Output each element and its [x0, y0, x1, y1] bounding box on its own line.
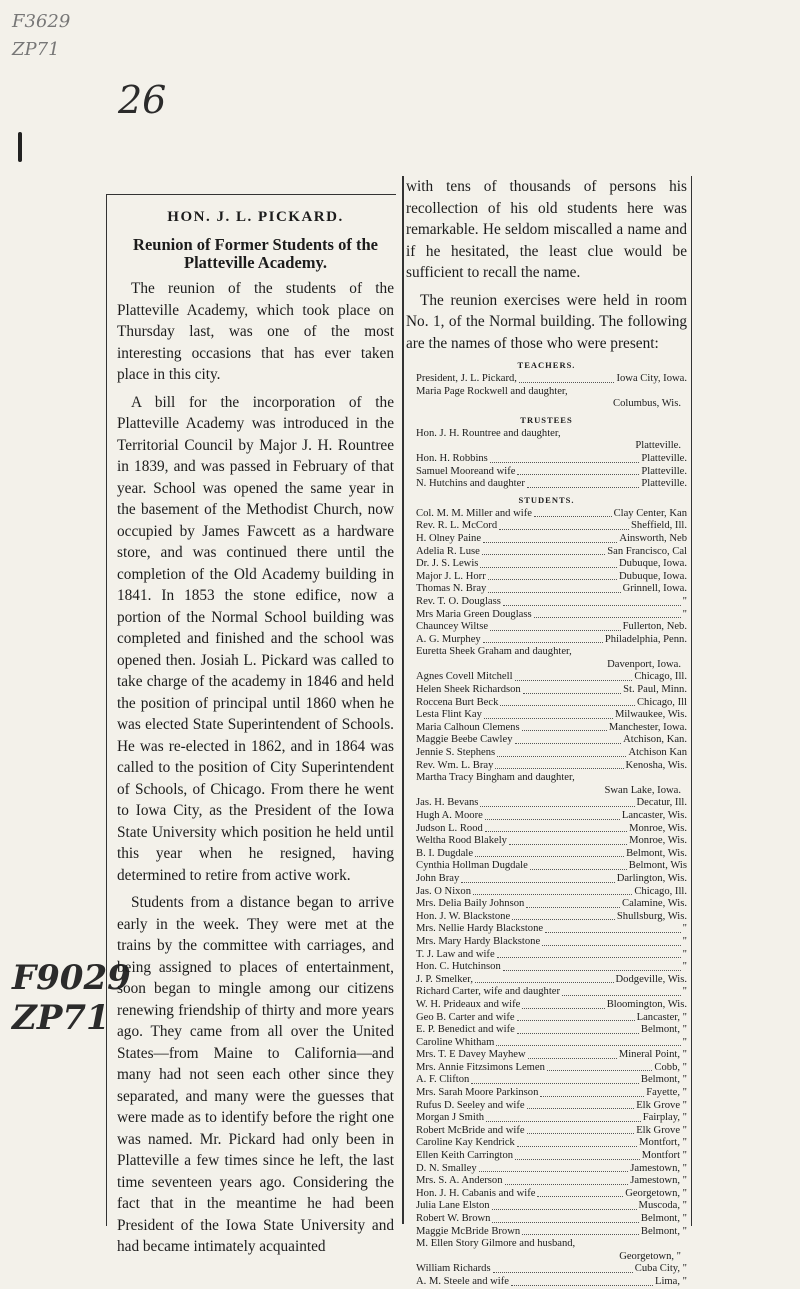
catalog-label-line-2: ZP71 — [12, 998, 110, 1038]
student-entry-place: Bloomington, Wis. — [606, 998, 687, 1010]
dot-leader — [519, 373, 615, 383]
student-entry-name: Helen Sheek Richardson — [416, 684, 521, 696]
student-entry-name: M. Ellen Story Gilmore and husband, — [416, 1238, 576, 1250]
dot-leader — [537, 1188, 623, 1198]
student-entry — [406, 1112, 687, 1125]
student-entry — [406, 1137, 687, 1150]
student-entry-place: Belmont, " — [640, 1225, 687, 1237]
student-entry-name: Lesta Flint Kay — [416, 709, 482, 721]
student-entry-name: Maggie McBride Brown — [416, 1225, 521, 1237]
student-entry-place: Muscoda, " — [638, 1200, 687, 1212]
student-entry-place: Milwaukee, Wis. — [614, 709, 687, 721]
student-entry-name: W. H. Prideaux and wife — [416, 998, 521, 1010]
student-entry-place: Monroe, Wis. — [629, 835, 687, 847]
dot-leader — [522, 722, 607, 732]
student-entry-name: Mrs. Annie Fitzsimons Lemen — [416, 1061, 545, 1073]
student-entry-place: Swan Lake, Iowa. — [604, 784, 681, 796]
student-entry-name: Mrs. T. E Davey Mayhew — [416, 1049, 526, 1061]
headline: HON. J. L. PICKARD. — [167, 209, 344, 225]
student-entry — [406, 671, 687, 684]
student-entry-name: Mrs. Delia Baily Johnson — [416, 898, 525, 910]
student-entry — [406, 1175, 687, 1188]
student-entry-name: Hugh A. Moore — [416, 810, 483, 821]
students-list — [406, 508, 687, 1289]
student-entry — [406, 1213, 687, 1226]
dot-leader — [545, 923, 681, 933]
student-entry-place: Dubuque, Iowa. — [619, 570, 687, 582]
trustee-entry-name: Samuel Mooreand wife — [416, 465, 516, 477]
trustee-entry — [406, 453, 687, 466]
dot-leader — [496, 1037, 680, 1047]
dot-leader — [528, 1049, 617, 1059]
subhead — [117, 236, 394, 272]
student-entry-place: Decatur, Ill. — [636, 797, 687, 809]
student-entry-name: William Richards — [416, 1263, 491, 1275]
dot-leader — [461, 873, 614, 883]
student-entry — [406, 734, 687, 747]
student-entry-place: Belmont, " — [640, 1213, 687, 1224]
student-entry-name: B. I. Dugdale — [416, 847, 474, 859]
teacher-entry — [406, 373, 687, 386]
student-entry — [406, 961, 687, 974]
student-entry — [406, 986, 687, 999]
student-entry — [406, 558, 687, 571]
student-entry — [406, 835, 687, 848]
student-entry-name: T. J. Law and wife — [416, 948, 495, 960]
trustee-entry — [406, 428, 687, 453]
dot-leader — [484, 709, 613, 719]
dot-leader — [485, 810, 620, 820]
student-entry — [406, 949, 687, 962]
dot-leader — [515, 671, 633, 681]
paragraph-exercises: The reunion exercises were held in room No. 1, of the Normal building. The following are the names of those who were present: — [406, 291, 687, 352]
student-entry-place: Dubuque, Iowa. — [619, 558, 687, 570]
student-entry-place: " — [682, 948, 687, 960]
student-entry-place: Jamestown, " — [630, 1162, 687, 1174]
student-entry-name: Weltha Rood Blakely — [416, 835, 507, 847]
student-entry-place: Philadelphia, Penn. — [604, 633, 687, 645]
trustee-entry-name: Hon. J. H. Rountree and daughter, — [416, 427, 561, 439]
student-entry-name: Rev. Wm. L. Bray — [416, 759, 494, 771]
dot-leader — [488, 571, 617, 581]
dot-leader — [471, 1074, 639, 1084]
student-entry-name: Morgan J Smith — [416, 1112, 485, 1124]
teachers-list — [406, 373, 687, 411]
student-entry-place: Montfort, " — [639, 1137, 687, 1149]
trustee-entry-place: Platteville. — [635, 440, 681, 452]
student-entry-name: Mrs. Sarah Moore Parkinson — [416, 1087, 539, 1099]
student-entry-name: Dr. J. S. Lewis — [416, 558, 479, 570]
dot-leader — [482, 546, 605, 556]
dot-leader — [497, 747, 626, 757]
dot-leader — [517, 1012, 635, 1022]
student-entry-name: Maggie Beebe Cawley — [416, 734, 513, 746]
student-entry-place: Dodgeville, Wis. — [615, 973, 687, 985]
teacher-entry-name: President, J. L. Pickard, — [416, 373, 517, 384]
student-entry — [406, 860, 687, 873]
student-entry-name: Mrs Maria Green Douglass — [416, 608, 532, 620]
trustees-title: TRUSTEES — [520, 414, 573, 425]
student-entry-place: Davenport, Iowa. — [607, 658, 681, 670]
teacher-entry-place: Iowa City, Iowa. — [616, 373, 687, 384]
dot-leader — [542, 936, 681, 946]
student-entry — [406, 508, 687, 521]
student-entry-name: Mrs. Mary Hardy Blackstone — [416, 935, 541, 947]
student-entry — [406, 621, 687, 634]
dot-leader — [488, 583, 620, 593]
student-entry — [406, 1024, 687, 1037]
student-entry — [406, 609, 687, 622]
paragraph-history: A bill for the incorporation of the Platteville Academy was introduced in the Territorial Council by Major J. H. Rountree in 1839, and was passed in February of that year. School was opened the same year in the basement of the Methodist Church, now occupied by James Fawcett as a hardware store, and was continued there until the completion of the Old Academy building in 1841. In 1853 the stone edifice, now a portion of the Normal School building was completed and finished and the school was opened then. Josiah L. Pickard was called to take charge of the academy in 1846 and held the position of principal until 1860 when he was elected State Superintendent of Schools. He was re-elected in 1862, and in 1864 was called to the position of City Superintendent of Schools, of Chicago. From there he went to Iowa City, as the President of the Iowa State University which position he held until this year when he resigned, having determined to retire from active work. — [117, 393, 394, 884]
trustee-entry — [406, 478, 687, 491]
student-entry-name: Mrs. S. A. Anderson — [416, 1175, 503, 1187]
student-entry-place: Lima, " — [655, 1275, 687, 1287]
student-entry — [406, 886, 687, 899]
dot-leader — [526, 898, 620, 908]
paragraph-intro: The reunion of the students of the Platteville Academy, which took place on Thursday last, was one of the most interesting occasions that has ever taken place in this city. — [117, 280, 394, 383]
newspaper-clipping — [106, 176, 694, 1287]
dot-leader — [480, 797, 634, 807]
student-entry-place: Darlington, Wis. — [616, 872, 687, 884]
student-entry-place: Cobb, " — [654, 1061, 687, 1073]
dot-leader — [517, 1024, 639, 1034]
student-entry-name: Hon. J. W. Blackstone — [416, 910, 511, 922]
trustees-list — [406, 428, 687, 491]
student-entry-place: Atchison Kan — [628, 747, 687, 759]
dot-leader — [547, 1062, 653, 1072]
dot-leader — [483, 634, 603, 644]
student-entry-name: A. M. Steele and wife — [416, 1275, 509, 1287]
student-entry — [406, 1074, 687, 1087]
dot-leader — [490, 453, 640, 463]
student-entry-name: Mrs. Nellie Hardy Blackstone — [416, 923, 544, 935]
student-entry-name: Adelia R. Luse — [416, 545, 480, 557]
student-entry-place: Lancaster, " — [636, 1011, 687, 1023]
student-entry-name: Richard Carter, wife and daughter — [416, 986, 561, 998]
dot-leader — [486, 1112, 641, 1122]
teacher-entry-name: Maria Page Rockwell and daughter, — [416, 385, 568, 397]
dot-leader — [473, 886, 632, 896]
subhead-line-2: Platteville Academy. — [184, 253, 327, 272]
student-entry-name: Hon. J. H. Cabanis and wife — [416, 1187, 536, 1199]
student-entry-place: Fayette, " — [646, 1087, 687, 1099]
student-entry — [406, 911, 687, 924]
student-entry-name: Chauncey Wiltse — [416, 621, 489, 633]
student-entry-place: Georgetown, " — [625, 1187, 687, 1199]
faint-mark-2: ZP71 — [12, 39, 60, 60]
dot-leader — [495, 760, 623, 770]
student-entry-place: Belmont, Wis — [628, 860, 687, 872]
student-entry-place: Jamestown, " — [630, 1175, 687, 1187]
student-entry-name: Major J. L. Horr — [416, 570, 486, 582]
dot-leader — [540, 1087, 644, 1097]
dot-leader — [509, 835, 627, 845]
dot-leader — [527, 1125, 635, 1135]
student-entry — [406, 923, 687, 936]
dot-leader — [475, 974, 614, 984]
student-entry-place: Chicago, Ill. — [634, 671, 687, 683]
student-entry-place: Kenosha, Wis. — [625, 759, 687, 771]
handwritten-page-number: 26 — [118, 78, 167, 122]
student-entry-place: Shullsburg, Wis. — [616, 910, 687, 922]
student-entry-place: " — [682, 961, 687, 973]
dot-leader — [492, 1200, 637, 1210]
student-entry-name: Jas. O Nixon — [416, 885, 472, 897]
paragraph-recollection: with tens of thousands of persons his recollection of his old students here was remarkable. He seldom miscalled a name and if he hesitated, the least clue would be sufficient to recall the name. — [406, 178, 687, 281]
student-entry-place: Fullerton, Neb. — [622, 621, 687, 633]
student-entry — [406, 1125, 687, 1138]
dot-leader — [517, 466, 639, 476]
student-entry — [406, 1163, 687, 1176]
dot-leader — [522, 999, 604, 1009]
student-entry — [406, 697, 687, 710]
student-entry-name: E. P. Benedict and wife — [416, 1024, 515, 1036]
student-entry — [406, 1012, 687, 1025]
student-entry — [406, 520, 687, 533]
teacher-entry-place: Columbus, Wis. — [613, 398, 681, 410]
student-entry — [406, 810, 687, 823]
student-entry-name: Rev. T. O. Douglass — [416, 595, 501, 607]
student-entry-name: Judson L. Rood — [416, 822, 483, 834]
dot-leader — [499, 520, 629, 530]
teachers-title: TEACHERS. — [517, 360, 576, 370]
student-entry-place: Chicago, Ill. — [634, 885, 687, 897]
right-column — [406, 176, 692, 1287]
student-entry — [406, 760, 687, 773]
student-entry-place: Sheffield, Ill. — [631, 520, 687, 532]
trustee-entry-name: Hon. H. Robbins — [416, 452, 488, 464]
dot-leader — [492, 1213, 638, 1223]
student-entry — [406, 848, 687, 861]
teacher-entry — [406, 386, 687, 411]
student-entry-place: " — [682, 1036, 687, 1048]
student-entry-name: Ellen Keith Carrington — [416, 1150, 514, 1162]
student-entry-name: Col. M. M. Miller and wife — [416, 507, 532, 519]
student-entry-place: Fairplay, " — [642, 1112, 687, 1124]
dot-leader — [479, 1163, 629, 1173]
student-entry-place: Calamine, Wis. — [622, 898, 687, 910]
column-rule — [402, 176, 404, 1224]
student-entry-place: Elk Grove " — [636, 1099, 687, 1111]
student-entry-name: Euretta Sheek Graham and daughter, — [416, 646, 572, 658]
dot-leader — [500, 697, 635, 707]
student-entry — [406, 1188, 687, 1201]
student-entry-name: A. F. Clifton — [416, 1074, 470, 1086]
student-entry-name: Maria Calhoun Clemens — [416, 721, 520, 733]
student-entry — [406, 596, 687, 609]
student-entry-name: Rev. R. L. McCord — [416, 520, 498, 532]
student-entry-place: Belmont, Wis. — [626, 847, 687, 859]
student-entry-place: St. Paul, Minn. — [623, 684, 687, 696]
student-entry-place: San Francisco, Cal — [607, 545, 687, 557]
student-entry — [406, 898, 687, 911]
dot-leader — [562, 986, 681, 996]
student-entry-name: Martha Tracy Bingham and daughter, — [416, 772, 575, 784]
student-entry-name: Thomas N. Bray — [416, 583, 487, 595]
student-entry — [406, 1062, 687, 1075]
student-entry-place: Belmont, " — [640, 1074, 687, 1086]
student-entry — [406, 1238, 687, 1263]
student-entry — [406, 1100, 687, 1113]
dot-leader — [503, 961, 681, 971]
student-entry-place: Chicago, Ill — [636, 696, 687, 708]
student-entry-name: Jas. H. Bevans — [416, 797, 479, 809]
dot-leader — [497, 949, 681, 959]
student-entry-place: Atchison, Kan. — [623, 734, 687, 746]
student-entry — [406, 974, 687, 987]
left-column — [106, 194, 396, 1255]
student-entry-name: A. G. Murphey — [416, 633, 481, 645]
student-entry-place: Ainsworth, Neb — [619, 532, 687, 544]
dot-leader — [515, 734, 622, 744]
dot-leader — [515, 1150, 640, 1160]
student-entry — [406, 634, 687, 647]
student-entry-name: Julia Lane Elston — [416, 1200, 490, 1212]
student-entry-place: Elk Grove " — [636, 1124, 687, 1136]
student-entry-place: Lancaster, Wis. — [621, 810, 687, 821]
student-entry-place: Cuba City, " — [634, 1263, 687, 1275]
dot-leader — [475, 848, 624, 858]
student-entry — [406, 722, 687, 735]
dot-leader — [534, 508, 612, 518]
student-entry-name: Geo B. Carter and wife — [416, 1011, 515, 1023]
student-entry — [406, 684, 687, 697]
student-entry — [406, 583, 687, 596]
dot-leader — [534, 609, 681, 619]
student-entry — [406, 936, 687, 949]
student-entry — [406, 747, 687, 760]
dot-leader — [523, 684, 621, 694]
dot-leader — [530, 860, 627, 870]
dot-leader — [512, 911, 615, 921]
dot-leader — [490, 621, 621, 631]
student-entry — [406, 1087, 687, 1100]
paragraph-arrivals: Students from a distance began to arrive early in the week. They were met at the trains by the committee with carriages, and being assigned to places of entertainment, soon began to mingle among our citizens renewing friendship of thirty and more years ago. They came from all over the United States—from Maine to California—and many had not seen each other since they separated, and many were the guesses that were made as to identify before the right one was named. Mr. Pickard had only been in Platteville a few times since he left, the last time seventeen years ago. Considering the fact that in the meantime he had been President of the Iowa State University and had became intimately acquainted — [117, 894, 394, 1255]
student-entry-name: Caroline Whitham — [416, 1036, 495, 1048]
student-entry-name: H. Olney Paine — [416, 532, 482, 544]
dot-leader — [511, 1276, 653, 1286]
student-entry-name: Jennie S. Stephens — [416, 747, 496, 759]
student-entry-place: " — [682, 986, 687, 998]
trustee-entry-place: Platteville. — [641, 478, 687, 490]
student-entry-place: " — [682, 935, 687, 947]
student-entry — [406, 1049, 687, 1062]
student-entry — [406, 571, 687, 584]
trustee-entry-name: N. Hutchins and daughter — [416, 478, 525, 490]
catalog-label-line-1: F9029 — [12, 958, 131, 998]
student-entry-place: " — [682, 923, 687, 935]
student-entry — [406, 823, 687, 836]
student-entry-name: J. P. Smelker, — [416, 973, 473, 985]
student-entry — [406, 533, 687, 546]
dot-leader — [480, 558, 617, 568]
student-entry-place: Georgetown, " — [619, 1250, 681, 1262]
faint-mark-1: F3629 — [12, 11, 71, 32]
student-entry-place: Grinnell, Iowa. — [622, 583, 687, 595]
student-entry-name: Robert W. Brown — [416, 1213, 491, 1224]
students-title: STUDENTS. — [518, 494, 575, 505]
student-entry — [406, 546, 687, 559]
subhead-line-1: Reunion of Former Students of the — [133, 235, 378, 254]
dot-leader — [517, 1137, 637, 1147]
student-entry — [406, 1263, 687, 1276]
trustee-entry-place: Platteville. — [641, 452, 687, 464]
student-entry-name: Roccena Burt Beck — [416, 696, 499, 708]
student-entry — [406, 999, 687, 1012]
student-entry-place: Clay Center, Kan — [613, 507, 687, 519]
dot-leader — [505, 1175, 629, 1185]
student-entry — [406, 1150, 687, 1163]
student-entry — [406, 873, 687, 886]
dot-leader — [485, 823, 627, 833]
student-entry — [406, 1200, 687, 1213]
dot-leader — [527, 478, 640, 488]
student-entry-place: Manchester, Iowa. — [608, 721, 687, 733]
student-entry — [406, 1226, 687, 1239]
dot-leader — [522, 1226, 639, 1236]
student-entry — [406, 797, 687, 810]
trustee-entry-place: Platteville. — [641, 465, 687, 477]
student-entry-place: Montfort " — [641, 1150, 687, 1162]
student-entry-name: Robert McBride and wife — [416, 1124, 525, 1136]
student-entry-place: Monroe, Wis. — [629, 822, 687, 834]
student-entry — [406, 772, 687, 797]
student-entry-name: Rufus D. Seeley and wife — [416, 1099, 525, 1111]
student-entry-name: Hon. C. Hutchinson — [416, 961, 501, 973]
student-entry-place: " — [682, 595, 687, 607]
student-entry-name: Cynthia Hollman Dugdale — [416, 860, 528, 872]
student-entry — [406, 1037, 687, 1050]
dot-leader — [527, 1100, 635, 1110]
student-entry-name: D. N. Smalley — [416, 1162, 477, 1174]
faint-catalog-marks — [12, 8, 70, 64]
student-entry-place: Belmont, " — [640, 1024, 687, 1036]
student-entry-name: Caroline Kay Kendrick — [416, 1137, 515, 1149]
student-entry-name: John Bray — [416, 872, 460, 884]
dot-leader — [503, 596, 681, 606]
student-entry-place: Mineral Point, " — [618, 1049, 687, 1061]
student-entry — [406, 646, 687, 671]
student-entry-name: Agnes Covell Mitchell — [416, 671, 513, 683]
dot-leader — [483, 533, 617, 543]
student-entry — [406, 1276, 687, 1289]
trustee-entry — [406, 466, 687, 479]
student-entry — [406, 709, 687, 722]
student-entry-place: " — [682, 608, 687, 620]
dot-leader — [493, 1263, 633, 1273]
margin-tick-mark — [18, 132, 22, 162]
